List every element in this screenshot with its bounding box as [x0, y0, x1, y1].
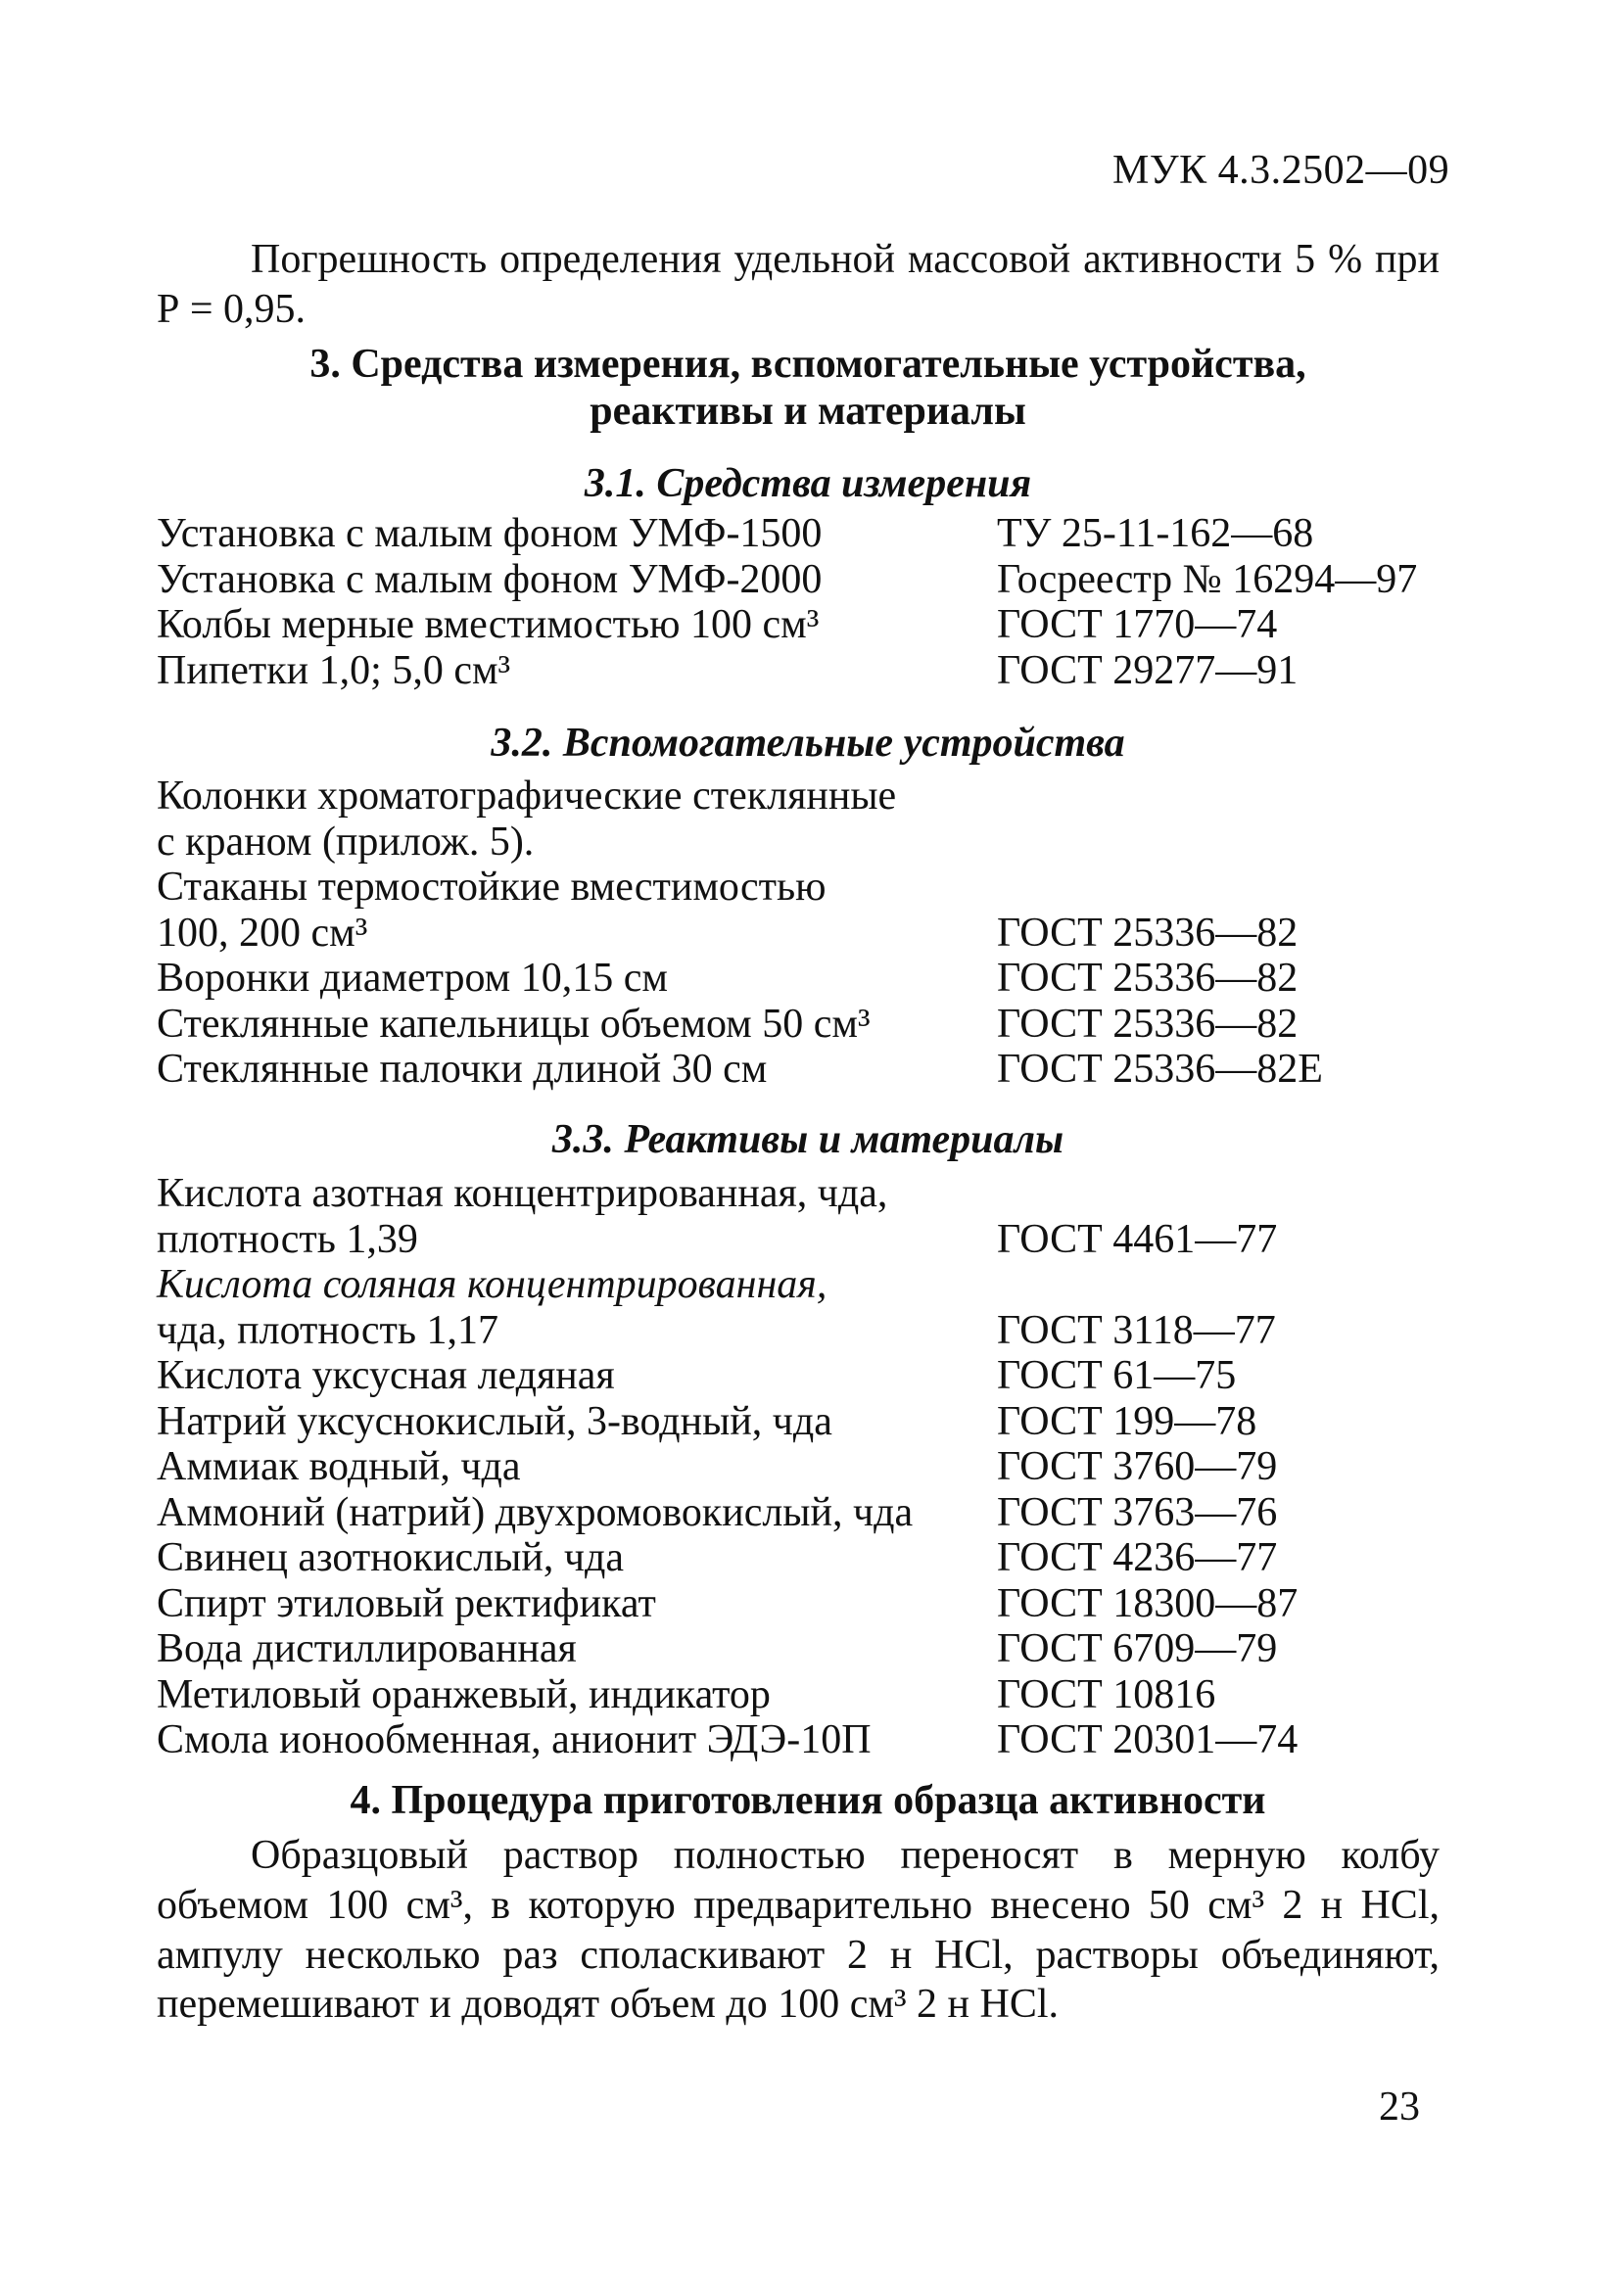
item-standard: ГОСТ 3763—76: [997, 1489, 1278, 1535]
item-name: Стеклянные капельницы объемом 50 см³: [157, 1001, 871, 1047]
item-standard: Госреестр № 16294—97: [997, 556, 1418, 602]
item-name: 100, 200 см³: [157, 910, 368, 956]
item-name: Стаканы термостойкие вместимостью: [157, 865, 827, 910]
table-row: [157, 1002, 1459, 1048]
item-standard: ГОСТ 18300—87: [997, 1580, 1299, 1626]
table-row: [157, 1217, 1459, 1263]
item-name: Аммоний (натрий) двухромовокислый, чда: [157, 1489, 914, 1535]
item-standard: ГОСТ 199—78: [997, 1398, 1257, 1444]
item-standard: ГОСТ 3118—77: [997, 1307, 1276, 1353]
item-name: Стеклянные палочки длиной 30 см: [157, 1047, 768, 1092]
table-row: [157, 1672, 1459, 1718]
item-standard: ГОСТ 20301—74: [997, 1717, 1299, 1762]
document-code: МУК 4.3.2502—09: [1112, 148, 1450, 193]
item-name: Пипетки 1,0; 5,0 см³: [157, 647, 511, 693]
item-standard: ГОСТ 25336—82Е: [997, 1047, 1323, 1092]
table-row: [157, 1535, 1459, 1581]
table-row: [157, 1399, 1459, 1445]
intro-paragraph: [157, 235, 1440, 335]
item-standard: ГОСТ 1770—74: [997, 602, 1278, 647]
page-number: 23: [1379, 2085, 1420, 2130]
table-row: [157, 602, 1459, 648]
item-name: Свинец азотнокислый, чда: [157, 1535, 624, 1580]
table-row: [157, 648, 1459, 694]
item-name: Метиловый оранжевый, индикатор: [157, 1671, 771, 1717]
table-row: [157, 1444, 1459, 1490]
table-row: [157, 956, 1459, 1002]
table-row: [157, 511, 1459, 557]
item-standard: ГОСТ 25336—82: [997, 1001, 1299, 1047]
auxiliary-devices-table: [157, 773, 1459, 1093]
table-row: [157, 1626, 1459, 1672]
item-name: Установка с малым фоном УМФ-1500: [157, 511, 823, 556]
subsection-3-1-title: 3.1. Средства измерения: [584, 461, 1032, 506]
section-3-title: [157, 341, 1459, 436]
table-row: [157, 1047, 1459, 1093]
table-row: [157, 1717, 1459, 1763]
section-3-title-line2: реактивы и материалы: [590, 389, 1026, 435]
item-standard: ГОСТ 25336—82: [997, 956, 1299, 1001]
table-row: [157, 1581, 1459, 1627]
item-standard: ГОСТ 6709—79: [997, 1626, 1278, 1671]
item-standard: ГОСТ 4236—77: [997, 1535, 1278, 1580]
item-name: Кислота азотная концентрированная, чда,: [157, 1171, 888, 1216]
item-standard: ГОСТ 4461—77: [997, 1216, 1278, 1262]
item-name: плотность 1,39: [157, 1216, 418, 1262]
item-standard: ГОСТ 25336—82: [997, 910, 1299, 956]
table-row: [157, 1353, 1459, 1399]
item-name: Установка с малым фоном УМФ-2000: [157, 556, 823, 602]
intro-text: Погрешность определения удельной массовой активности 5 % при Р = 0,95.: [157, 237, 1440, 332]
item-standard: ТУ 25-11-162—68: [997, 511, 1314, 556]
table-row: [157, 911, 1459, 957]
section-3-title-line1: 3. Средства измерения, вспомогательные устройства,: [309, 342, 1306, 387]
section-4-title: 4. Процедура приготовления образца активности: [350, 1778, 1266, 1823]
item-standard: ГОСТ 10816: [997, 1671, 1216, 1717]
item-name: чда, плотность 1,17: [157, 1307, 499, 1353]
table-row: [157, 1262, 1459, 1308]
item-name: Кислота соляная концентрированная,: [157, 1262, 827, 1307]
subsection-3-3-title: 3.3. Реактивы и материалы: [551, 1117, 1064, 1162]
item-name: с краном (прилож. 5).: [157, 819, 535, 865]
reagents-table: [157, 1171, 1459, 1763]
item-name: Спирт этиловый ректификат: [157, 1580, 656, 1626]
table-row: [157, 865, 1459, 911]
section-4-text: Образцовый раствор полностью переносят в мерную колбу объемом 100 см³, в которую предварительно внесено 50 см³ 2 н HCl, ампулу несколько раз споласкивают 2 н HCl, растворы объединяют, перемешивают и доводят объем до 100 см³ 2 н HCl.: [157, 1833, 1440, 2028]
table-row: [157, 1490, 1459, 1536]
item-name: Колонки хроматографические стеклянные: [157, 773, 897, 819]
table-row: [157, 1308, 1459, 1354]
item-name: Вода дистиллированная: [157, 1626, 577, 1671]
item-standard: ГОСТ 29277—91: [997, 647, 1299, 693]
item-name: Смола ионообменная, анионит ЭДЭ-10П: [157, 1717, 872, 1762]
item-standard: ГОСТ 3760—79: [997, 1444, 1278, 1489]
table-row: [157, 773, 1459, 820]
item-name: Колбы мерные вместимостью 100 см³: [157, 602, 820, 647]
item-name: Воронки диаметром 10,15 см: [157, 956, 668, 1001]
subsection-3-2-title: 3.2. Вспомогательные устройства: [491, 721, 1125, 766]
item-name: Натрий уксуснокислый, 3-водный, чда: [157, 1398, 832, 1444]
measurement-instruments-table: [157, 511, 1459, 693]
item-name: Кислота уксусная ледяная: [157, 1353, 615, 1398]
table-row: [157, 557, 1459, 603]
item-name: Аммиак водный, чда: [157, 1444, 521, 1489]
table-row: [157, 820, 1459, 866]
section-4-paragraph: [157, 1831, 1440, 2030]
table-row: [157, 1171, 1459, 1217]
item-standard: ГОСТ 61—75: [997, 1353, 1237, 1398]
